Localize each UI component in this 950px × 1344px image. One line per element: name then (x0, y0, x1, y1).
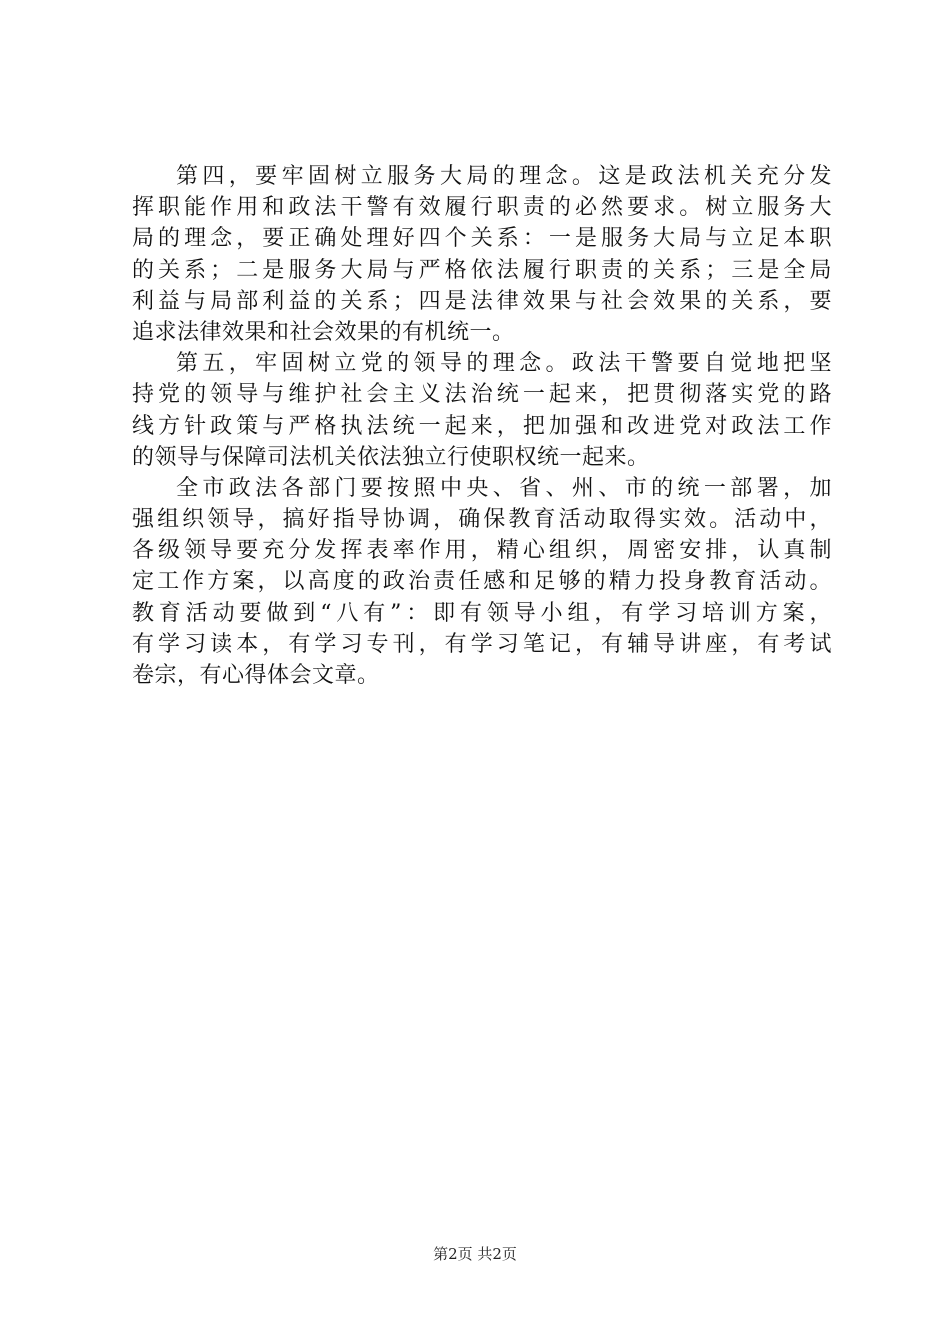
page-footer: 第2页 共2页 (433, 1245, 517, 1263)
paragraph-line: 教育活动要做到“八有”：即有领导小组，有学习培训方案， (132, 600, 832, 626)
paragraph-line: 第五，牢固树立党的领导的理念。政法干警要自觉地把坚 (176, 351, 832, 377)
paragraph-line: 持党的领导与维护社会主义法治统一起来，把贯彻落实党的路 (132, 382, 832, 408)
paragraph-line: 强组织领导，搞好指导协调，确保教育活动取得实效。活动中， (132, 507, 832, 533)
paragraph-party-leadership (132, 348, 832, 473)
paragraph-line: 各级领导要充分发挥表率作用，精心组织，周密安排，认真制 (132, 538, 832, 564)
paragraph-line: 第四，要牢固树立服务大局的理念。这是政法机关充分发 (176, 164, 832, 189)
document-body (132, 161, 832, 691)
paragraph-line: 的关系；二是服务大局与严格依法履行职责的关系；三是全局 (132, 257, 832, 283)
paragraph-line: 卷宗，有心得体会文章。 (132, 663, 380, 688)
paragraph-implementation (132, 473, 832, 691)
paragraph-line: 追求法律效果和社会效果的有机统一。 (132, 319, 515, 345)
paragraph-line: 有学习读本，有学习专刊，有学习笔记，有辅导讲座，有考试 (132, 631, 832, 657)
paragraph-line: 线方针政策与严格执法统一起来，把加强和改进党对政法工作 (132, 413, 832, 439)
paragraph-line: 挥职能作用和政法干警有效履行职责的必然要求。树立服务大 (132, 195, 832, 221)
paragraph-line: 利益与局部利益的关系；四是法律效果与社会效果的关系，要 (132, 288, 832, 314)
paragraph-line: 的领导与保障司法机关依法独立行使职权统一起来。 (132, 444, 650, 470)
paragraph-line: 局的理念，要正确处理好四个关系：一是服务大局与立足本职 (132, 226, 832, 252)
paragraph-line: 定工作方案，以高度的政治责任感和足够的精力投身教育活动。 (132, 569, 832, 595)
paragraph-serve-overall (132, 161, 832, 348)
paragraph-line: 全市政法各部门要按照中央、省、州、市的统一部署，加 (176, 475, 832, 501)
